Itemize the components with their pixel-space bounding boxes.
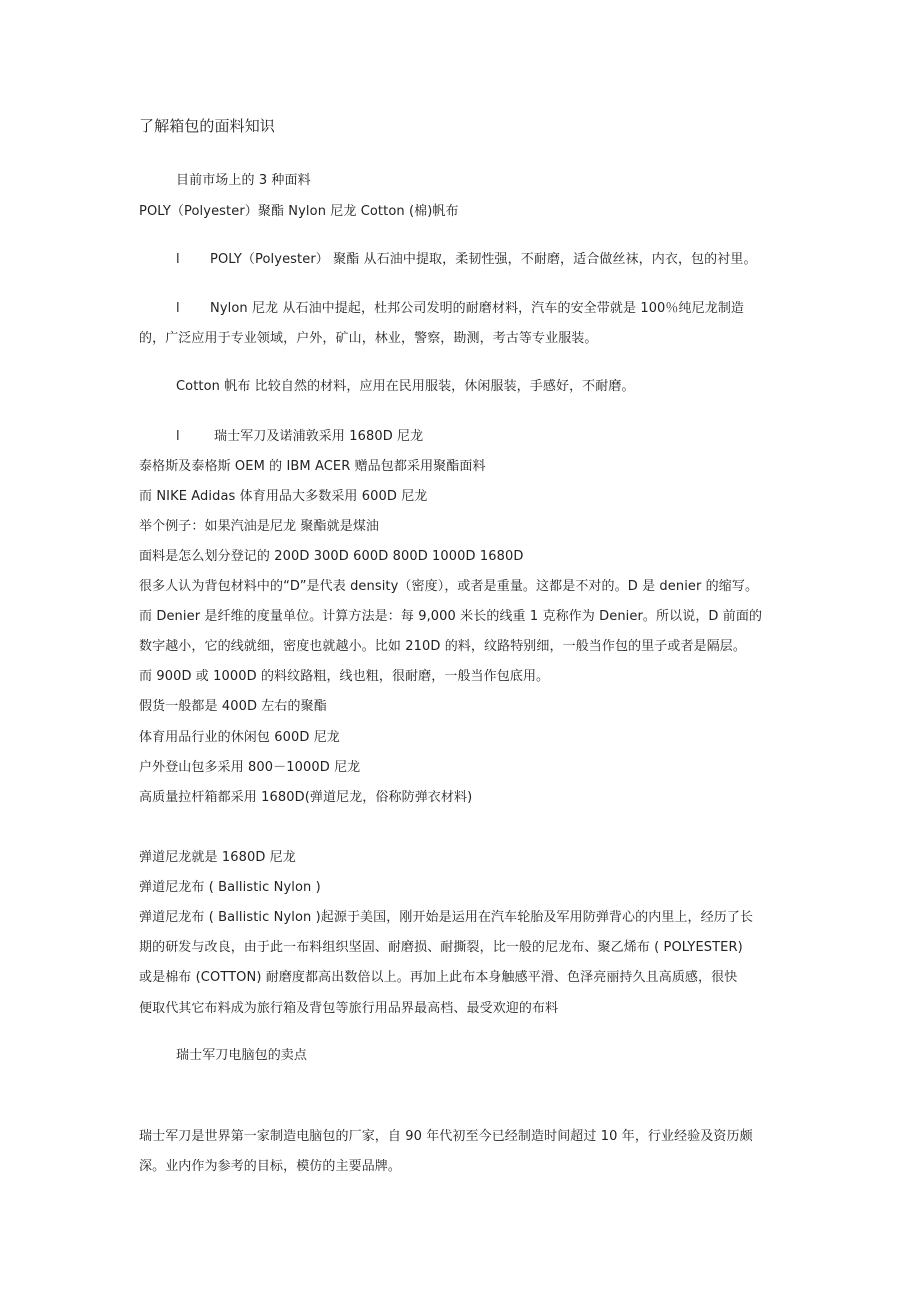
text-line: 泰格斯及泰格斯 OEM 的 IBM ACER 赠品包都采用聚酯面料 [139, 459, 486, 474]
intro-line: 目前市场上的 3 种面料 [176, 173, 311, 188]
text-line: 瑞士军刀是世界第一家制造电脑包的厂家，自 90 年代初至今已经制造时间超过 10 年，行业经验及资历颇 [139, 1129, 753, 1144]
bullet-text: POLY（Polyester） 聚酯 从石油中提取，柔韧性强，不耐磨，适合做丝袜，内衣，包的衬里。 [210, 252, 757, 267]
text-line: 户外登山包多采用 800－1000D 尼龙 [139, 760, 361, 775]
document-title: 了解箱包的面料知识 [139, 117, 275, 135]
bullet-item-swiss [176, 428, 423, 446]
text-line: 而 Denier 是纤维的度量单位。计算方法是：每 9,000 米长的线重 1 克称作为 Denier。所以说，D 前面的 [139, 609, 763, 624]
text-line: 假货一般都是 400D 左右的聚酯 [139, 699, 327, 714]
text-line: 弹道尼龙布 ( Ballistic Nylon ) [139, 880, 321, 895]
text-line: 而 900D 或 1000D 的料纹路粗，线也粗，很耐磨，一般当作包底用。 [139, 669, 550, 684]
text-line: 很多人认为背包材料中的“D”是代表 density（密度），或者是重量。这都是不对的。D 是 denier 的缩写。 [139, 579, 759, 594]
bullet-mark: l [176, 301, 180, 316]
text-line: 高质量拉杆箱都采用 1680D(弹道尼龙，俗称防弹衣材料) [139, 790, 473, 805]
text-line: 弹道尼龙布 ( Ballistic Nylon )起源于美国，刚开始是运用在汽车轮胎及军用防弹背心的内里上，经历了长 [139, 910, 754, 925]
bullet-text: Nylon 尼龙 从石油中提起，杜邦公司发明的耐磨材料，汽车的安全带就是 100％纯尼龙制造 [210, 301, 745, 316]
bullet-item-nylon [176, 300, 744, 318]
text-line: 深。业内作为参考的目标，模仿的主要品牌。 [139, 1159, 402, 1174]
text-line: 体育用品行业的休闲包 600D 尼龙 [139, 730, 340, 745]
text-line: 而 NIKE Adidas 体育用品大多数采用 600D 尼龙 [139, 489, 428, 504]
text-line: 或是棉布 (COTTON) 耐磨度都高出数倍以上。再加上此布本身触感平滑、色泽亮丽持久且高质感，很快 [139, 970, 738, 985]
text-line: 弹道尼龙就是 1680D 尼龙 [139, 850, 296, 865]
bullet-text: 瑞士军刀及诺浦敦采用 1680D 尼龙 [214, 429, 424, 444]
bullet-mark: l [176, 429, 180, 444]
text-line: 期的研发与改良，由于此一布料组织坚固、耐磨损、耐撕裂，比一般的尼龙布、聚乙烯布 ( POLYESTER) [139, 940, 743, 955]
text-line: 举个例子：如果汽油是尼龙 聚酯就是煤油 [139, 519, 380, 534]
bullet-continuation: 的，广泛应用于专业领域，户外，矿山，林业，警察，勘测，考古等专业服装。 [139, 331, 598, 346]
text-line: 便取代其它布料成为旅行箱及背包等旅行用品界最高档、最受欢迎的布料 [139, 1001, 559, 1016]
fabric-list-line: POLY（Polyester）聚酯 Nylon 尼龙 Cotton (棉)帆布 [139, 204, 459, 219]
bullet-item-poly [176, 251, 757, 269]
cotton-line: Cotton 帆布 比较自然的材料，应用在民用服装，休闲服装，手感好，不耐磨。 [176, 379, 635, 394]
section-heading: 瑞士军刀电脑包的卖点 [176, 1048, 308, 1063]
bullet-mark: l [176, 252, 180, 267]
text-line: 面料是怎么划分登记的 200D 300D 600D 800D 1000D 1680D [139, 549, 524, 564]
text-line: 数字越小，它的线就细，密度也就越小。比如 210D 的料，纹路特别细，一般当作包的里子或者是隔层。 [139, 639, 746, 654]
